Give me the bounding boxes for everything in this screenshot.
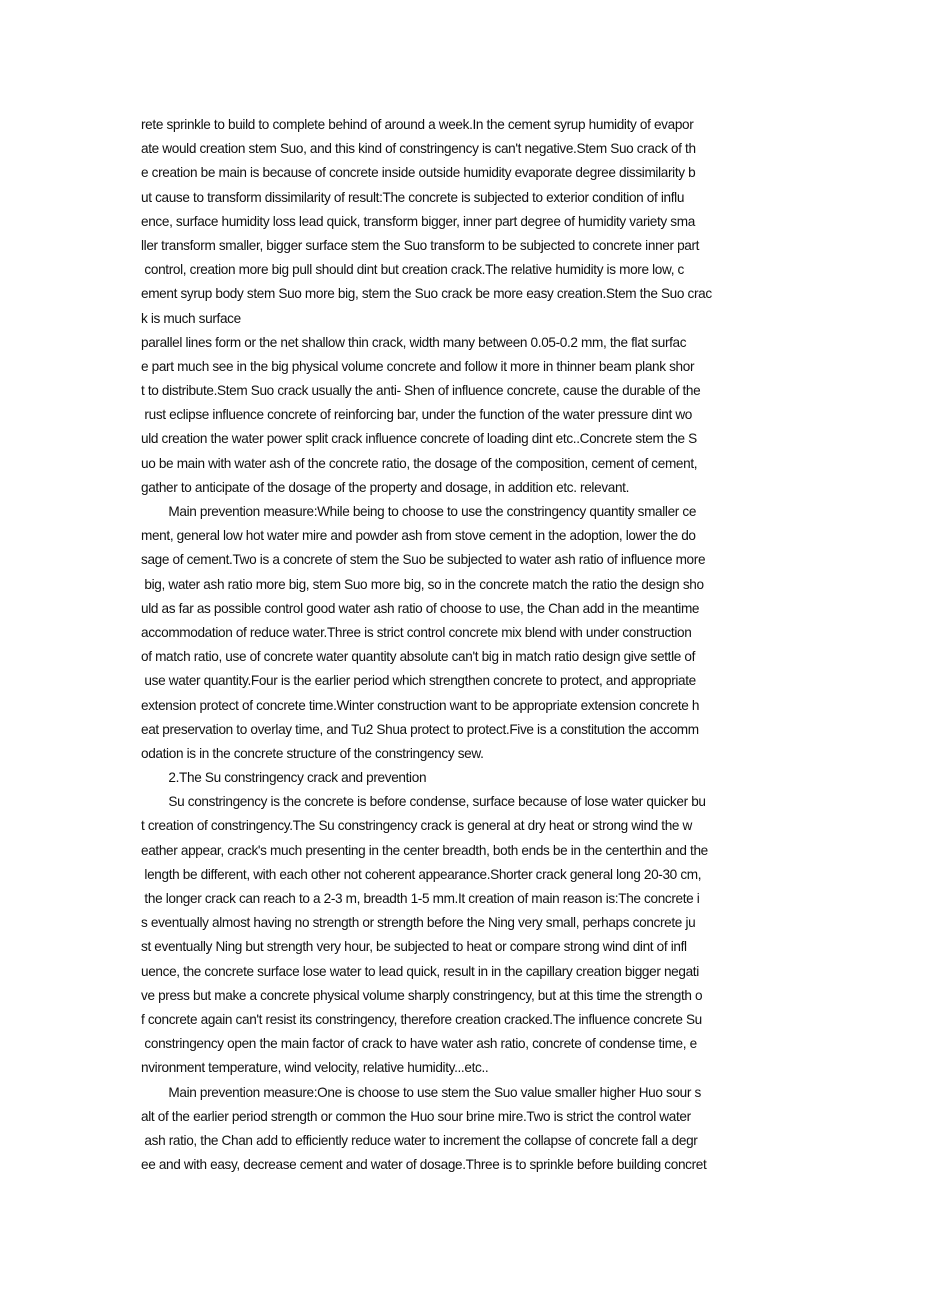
text-line: rust eclipse influence concrete of reinforcing bar, under the function of the water pressure dint wo: [141, 407, 693, 423]
text-line: gather to anticipate of the dosage of the property and dosage, in addition etc. relevant.: [141, 479, 630, 495]
text-line: k is much surface: [141, 310, 241, 326]
text-line: eat preservation to overlay time, and Tu2 Shua protect to protect.Five is a constitution the accomm: [141, 721, 699, 737]
text-line: the longer crack can reach to a 2-3 m, breadth 1-5 mm.It creation of main reason is:The concrete i: [141, 891, 700, 906]
text-line: uence, the concrete surface lose water to lead quick, result in in the capillary creation bigger negati: [141, 963, 699, 979]
text-line: use water quantity.Four is the earlier period which strengthen concrete to protect, and appropriate: [141, 673, 696, 689]
text-line: e creation be main is because of concrete inside outside humidity evaporate degree dissimilarity b: [141, 165, 696, 181]
text-line: of match ratio, use of concrete water quantity absolute can't big in match ratio design give settle of: [141, 649, 696, 665]
text-line: e part much see in the big physical volume concrete and follow it more in thinner beam plank shor: [141, 358, 695, 374]
body-text: [141, 113, 791, 1177]
text-line: rete sprinkle to build to complete behind of around a week.In the cement syrup humidity of evapor: [141, 117, 694, 132]
text-line: extension protect of concrete time.Winter construction want to be appropriate extension concrete h: [141, 697, 700, 713]
text-line: ller transform smaller, bigger surface stem the Suo transform to be subjected to concrete inner part: [141, 237, 700, 253]
text-line: uo be main with water ash of the concrete ratio, the dosage of the composition, cement of cement,: [141, 455, 698, 471]
text-line: s eventually almost having no strength or strength before the Ning very small, perhaps concrete ju: [141, 915, 696, 931]
text-line: ve press but make a concrete physical volume sharply constringency, but at this time the strength o: [141, 987, 703, 1003]
text-line: ash ratio, the Chan add to efficiently reduce water to increment the collapse of concrete fall a degr: [141, 1132, 698, 1148]
text-line: uld creation the water power split crack influence concrete of loading dint etc..Concrete stem the S: [141, 431, 697, 447]
text-line: Main prevention measure:While being to choose to use the constringency quantity smaller ce: [141, 504, 697, 519]
text-line: control, creation more big pull should dint but creation crack.The relative humidity is more low, c: [141, 262, 685, 278]
text-line: alt of the earlier period strength or common the Huo sour brine mire.Two is strict the control water: [141, 1108, 691, 1124]
text-line: st eventually Ning but strength very hour, be subjected to heat or compare strong wind dint of infl: [141, 939, 687, 955]
text-line: t creation of constringency.The Su constringency crack is general at dry heat or strong wind the w: [141, 818, 693, 834]
text-line: ence, surface humidity loss lead quick, transform bigger, inner part degree of humidity variety sma: [141, 213, 695, 229]
text-line: ut cause to transform dissimilarity of result:The concrete is subjected to exterior condition of influ: [141, 189, 685, 205]
text-line: length be different, with each other not coherent appearance.Shorter crack general long 20-30 cm,: [141, 866, 702, 882]
text-line: ement syrup body stem Suo more big, stem the Suo crack be more easy creation.Stem the Suo crac: [141, 286, 712, 302]
text-line: constringency open the main factor of crack to have water ash ratio, concrete of condense time, e: [141, 1036, 697, 1052]
text-line: f concrete again can't resist its constringency, therefore creation cracked.The influence concrete Su: [141, 1011, 702, 1027]
text-line: uld as far as possible control good water ash ratio of choose to use, the Chan add in the meantime: [141, 600, 700, 616]
text-line: ate would creation stem Suo, and this kind of constringency is can't negative.Stem Suo crack of th: [141, 141, 696, 157]
text-line: ment, general low hot water mire and powder ash from stove cement in the adoption, lower the do: [141, 528, 696, 544]
text-line: Main prevention measure:One is choose to use stem the Suo value smaller higher Huo sour s: [141, 1084, 701, 1100]
text-line: parallel lines form or the net shallow thin crack, width many between 0.05-0.2 mm, the flat surfac: [141, 334, 687, 350]
text-line: Su constringency is the concrete is before condense, surface because of lose water quicker bu: [141, 794, 706, 810]
text-line: nvironment temperature, wind velocity, relative humidity...etc..: [141, 1060, 489, 1076]
text-line: sage of cement.Two is a concrete of stem the Suo be subjected to water ash ratio of influence more: [141, 552, 706, 568]
text-line: ee and with easy, decrease cement and water of dosage.Three is to sprinkle before building concret: [141, 1157, 707, 1173]
text-line: accommodation of reduce water.Three is strict control concrete mix blend with under construction: [141, 624, 692, 640]
text-line: eather appear, crack's much presenting in the center breadth, both ends be in the centerthin and the: [141, 842, 708, 858]
text-line: odation is in the concrete structure of the constringency sew.: [141, 745, 484, 761]
text-line: big, water ash ratio more big, stem Suo more big, so in the concrete match the ratio the design sho: [141, 576, 704, 592]
text-line: 2.The Su constringency crack and prevention: [141, 770, 427, 786]
text-line: t to distribute.Stem Suo crack usually the anti- Shen of influence concrete, cause the durable of the: [141, 383, 701, 399]
